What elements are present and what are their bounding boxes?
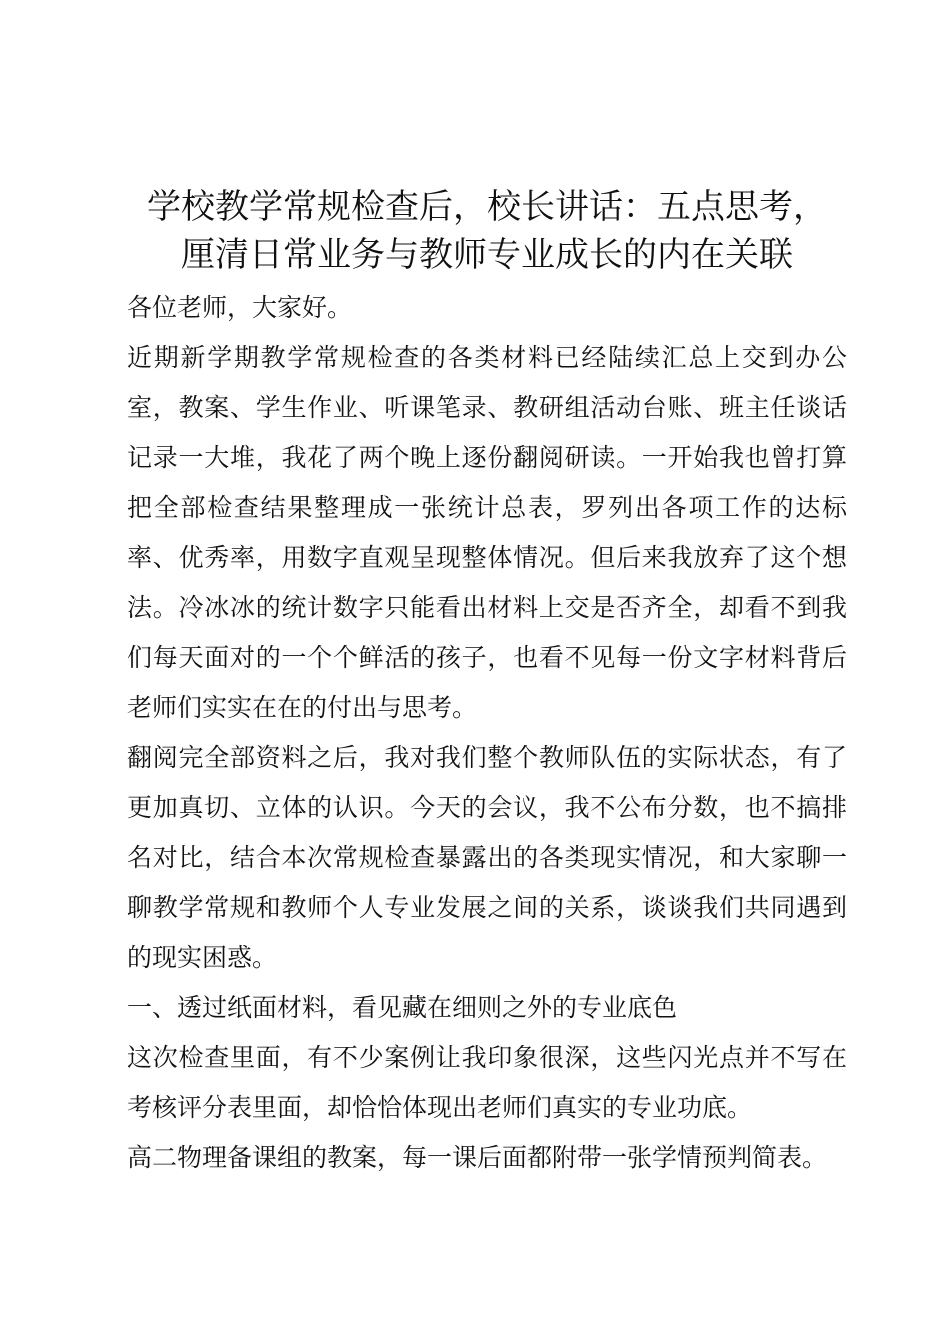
document-title [127, 183, 847, 279]
title-line-2: 厘清日常业务与教师专业成长的内在关联 [181, 235, 793, 275]
section-1-paragraph-1: 这次检查里面，有不少案例让我印象很深，这些闪光点并不写在考核评分表里面，却恰恰体现出老师们真实的专业功底。 [127, 1043, 847, 1122]
title-line-1: 学校教学常规检查后，校长讲话：五点思考， [147, 187, 827, 227]
section-heading-1: 一、透过纸面材料，看见藏在细则之外的专业底色 [127, 993, 678, 1022]
greeting: 各位老师，大家好。 [127, 293, 353, 322]
paragraph-purpose: 翻阅完全部资料之后，我对我们整个教师队伍的实际状态，有了更加真切、立体的认识。今天的会议，我不公布分数，也不搞排名对比，结合本次常规检查暴露出的各类现实情况，和大家聊一聊教学常规和教师个人专业发展之间的关系，谈谈我们共同遇到的现实困惑。 [127, 743, 847, 972]
paragraph-intro: 近期新学期教学常规检查的各类材料已经陆续汇总上交到办公室，教案、学生作业、听课笔录、教研组活动台账、班主任谈话记录一大堆，我花了两个晚上逐份翻阅研读。一开始我也曾打算把全部检查结果整理成一张统计总表，罗列出各项工作的达标率、优秀率，用数字直观呈现整体情况。但后来我放弃了这个想法。冷冰冰的统计数字只能看出材料上交是否齐全，却看不到我们每天面对的一个个鲜活的孩子，也看不见每一份文字材料背后老师们实实在在的付出与思考。 [127, 343, 847, 722]
document-page [127, 183, 847, 1183]
section-1-paragraph-2: 高二物理备课组的教案，每一课后面都附带一张学情预判简表。 [127, 1143, 828, 1172]
